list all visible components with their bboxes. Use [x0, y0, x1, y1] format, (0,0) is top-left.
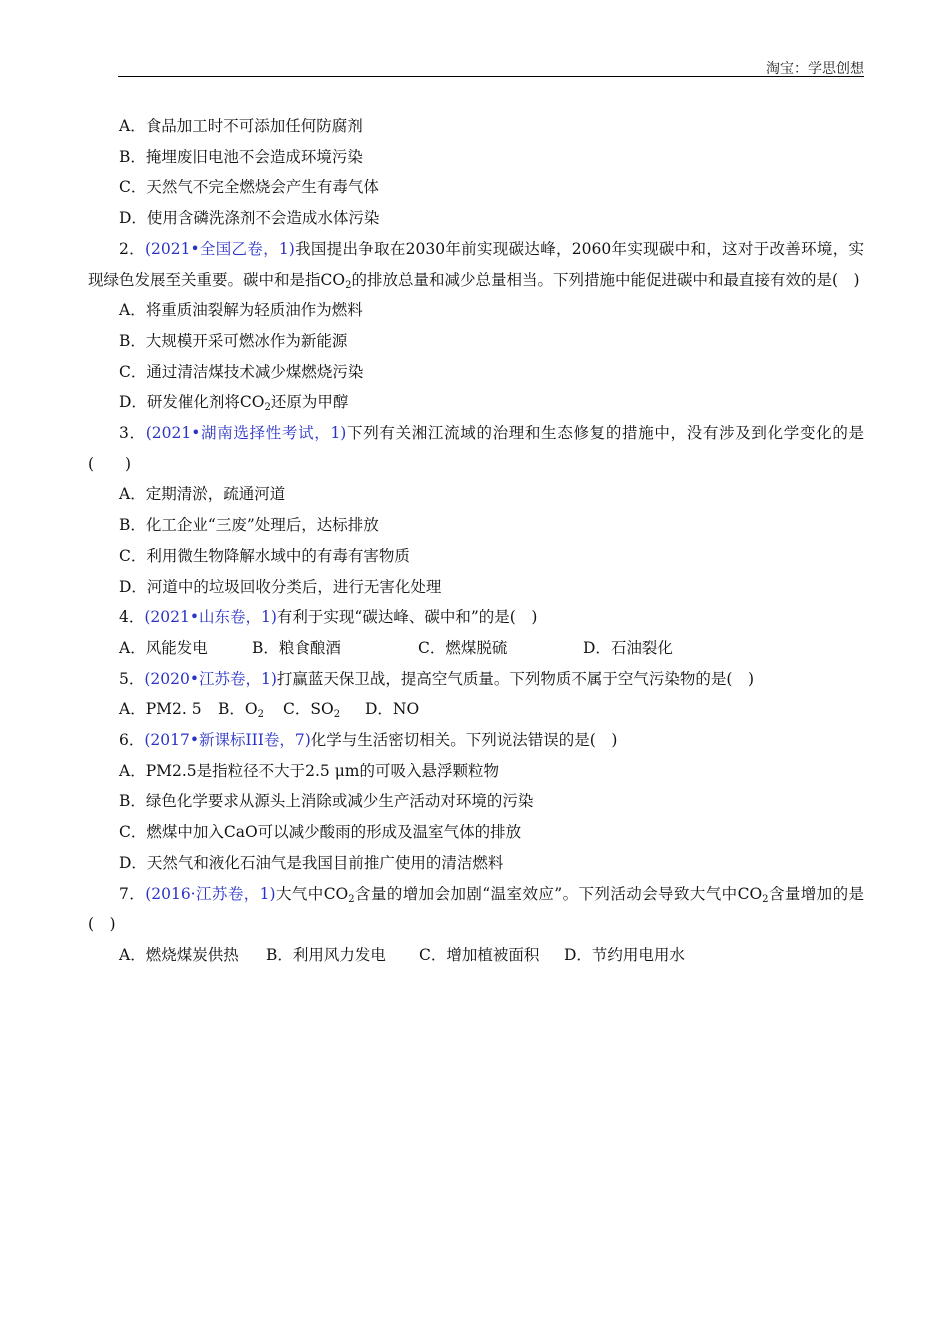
q7-stem-b: 含量的增加会加剧“温室效应”。下列活动会导致大气中CO: [354, 884, 763, 903]
q3-option-a: A．定期清淤，疏通河道: [119, 485, 286, 504]
q3-source: (2021•湖南选择性考试，1): [145, 424, 347, 443]
q2-option-d: [88, 387, 864, 418]
q7-stem-a: 大气中CO: [275, 884, 349, 903]
q2-option-c: C．通过清洁煤技术减少煤燃烧污染: [119, 362, 364, 381]
q2-option-a: A．将重质油裂解为轻质油作为燃料: [119, 301, 363, 320]
q1-option-c: C．天然气不完全燃烧会产生有毒气体: [119, 178, 379, 197]
q4-option-a: A．风能发电: [119, 638, 208, 657]
q5-option-c-text: C．SO: [283, 700, 334, 719]
q4-source: (2021•山东卷，1): [144, 608, 277, 627]
q5-option-b-text: B．O: [218, 700, 258, 719]
q6-stem-text: 化学与生活密切相关。下列说法错误的是( ): [310, 731, 618, 750]
q3-option-c: C．利用微生物降解水域中的有毒有害物质: [119, 546, 410, 565]
q5-option-c-subscript: 2: [333, 709, 341, 721]
q5-option-d: D．NO: [365, 700, 420, 719]
q2-stem-b: 的排放总量和减少总量相当。下列措施中能促进碳中和最直接有效的是( ): [351, 270, 860, 289]
q4-stem-text: 有利于实现“碳达峰、碳中和”的是( ): [276, 608, 538, 627]
q5-option-c: [283, 694, 365, 725]
q2-option-d-b: 还原为甲醇: [270, 393, 349, 412]
q6-source: (2017•新课标III卷，7): [144, 731, 311, 750]
q3-stem-text: 下列有关湘江流域的治理和生态修复的措施中，没有涉及到化学变化的是( ): [88, 424, 864, 473]
q4-options: [88, 633, 864, 664]
q5-option-b-subscript: 2: [257, 709, 264, 721]
q5-option-a: A．PM2. 5: [119, 700, 202, 719]
q3-option-b: B．化工企业“三废”处理后，达标排放: [119, 516, 379, 535]
q2-option-d-subscript: 2: [264, 402, 271, 414]
q7-number: 7．: [119, 884, 146, 903]
q7-option-c: C．增加植被面积: [419, 945, 540, 964]
header-text: 淘宝：学思创想: [766, 61, 864, 77]
q6-option-a: A．PM2.5是指粒径不大于2.5 μm的可吸入悬浮颗粒物: [119, 761, 499, 780]
q5-stem-text: 打赢蓝天保卫战，提高空气质量。下列物质不属于空气污染物的是( ): [276, 669, 755, 688]
q6-option-b: B．绿色化学要求从源头上消除或减少生产活动对环境的污染: [119, 792, 534, 811]
q1-option-b: B．掩埋废旧电池不会造成环境污染: [119, 147, 363, 166]
q7-subscript-1: 2: [348, 893, 355, 905]
q3-option-d: D．河道中的垃圾回收分类后，进行无害化处理: [119, 577, 442, 596]
q2-stem-a: 我国提出争取在2030年前实现碳达峰，2060年实现碳中和，这对于改善环境，实现绿色发展至关重要。碳中和是指CO: [88, 239, 864, 289]
q4-stem: [88, 602, 864, 633]
q3-number: 3．: [119, 424, 146, 443]
q6-number: 6．: [119, 731, 145, 750]
q3-stem: [88, 418, 864, 479]
q4-option-d: D．石油裂化: [583, 638, 673, 657]
q2-source: (2021•全国乙卷，1): [144, 239, 295, 258]
header-rule: [118, 76, 864, 77]
document-body: [88, 111, 864, 971]
q7-subscript-2: 2: [762, 893, 769, 905]
q5-source: (2020•江苏卷，1): [144, 669, 277, 688]
q5-stem: [88, 664, 864, 695]
q2-subscript: 2: [345, 279, 352, 291]
q4-number: 4．: [119, 608, 145, 627]
q5-options: [88, 694, 864, 725]
q5-option-b: [218, 694, 283, 725]
q7-option-d: D．节约用电用水: [564, 945, 685, 964]
q2-stem: [88, 234, 864, 295]
q7-option-a: A．燃烧煤炭供热: [119, 945, 239, 964]
q7-stem: [88, 879, 864, 940]
q4-option-b: B．粮食酿酒: [252, 638, 341, 657]
q5-number: 5．: [119, 669, 145, 688]
q7-source: (2016·江苏卷，1): [145, 884, 276, 903]
q7-options: [88, 940, 864, 971]
q1-option-a: A．食品加工时不可添加任何防腐剂: [119, 117, 363, 135]
q2-option-d-a: D．研发催化剂将CO: [119, 393, 265, 412]
q6-stem: [88, 725, 864, 756]
q7-stem-c: 含量增加的是( ): [88, 884, 864, 934]
q1-option-d: D．使用含磷洗涤剂不会造成水体污染: [119, 209, 380, 228]
q6-option-d: D．天然气和液化石油气是我国目前推广使用的清洁燃料: [119, 853, 504, 872]
q2-option-b: B．大规模开采可燃冰作为新能源: [119, 331, 348, 350]
q7-option-b: B．利用风力发电: [266, 945, 386, 964]
q6-option-c: C．燃煤中加入CaO可以减少酸雨的形成及温室气体的排放: [119, 823, 522, 842]
q4-option-c: C．燃煤脱硫: [418, 638, 508, 657]
q2-number: 2．: [119, 239, 145, 258]
